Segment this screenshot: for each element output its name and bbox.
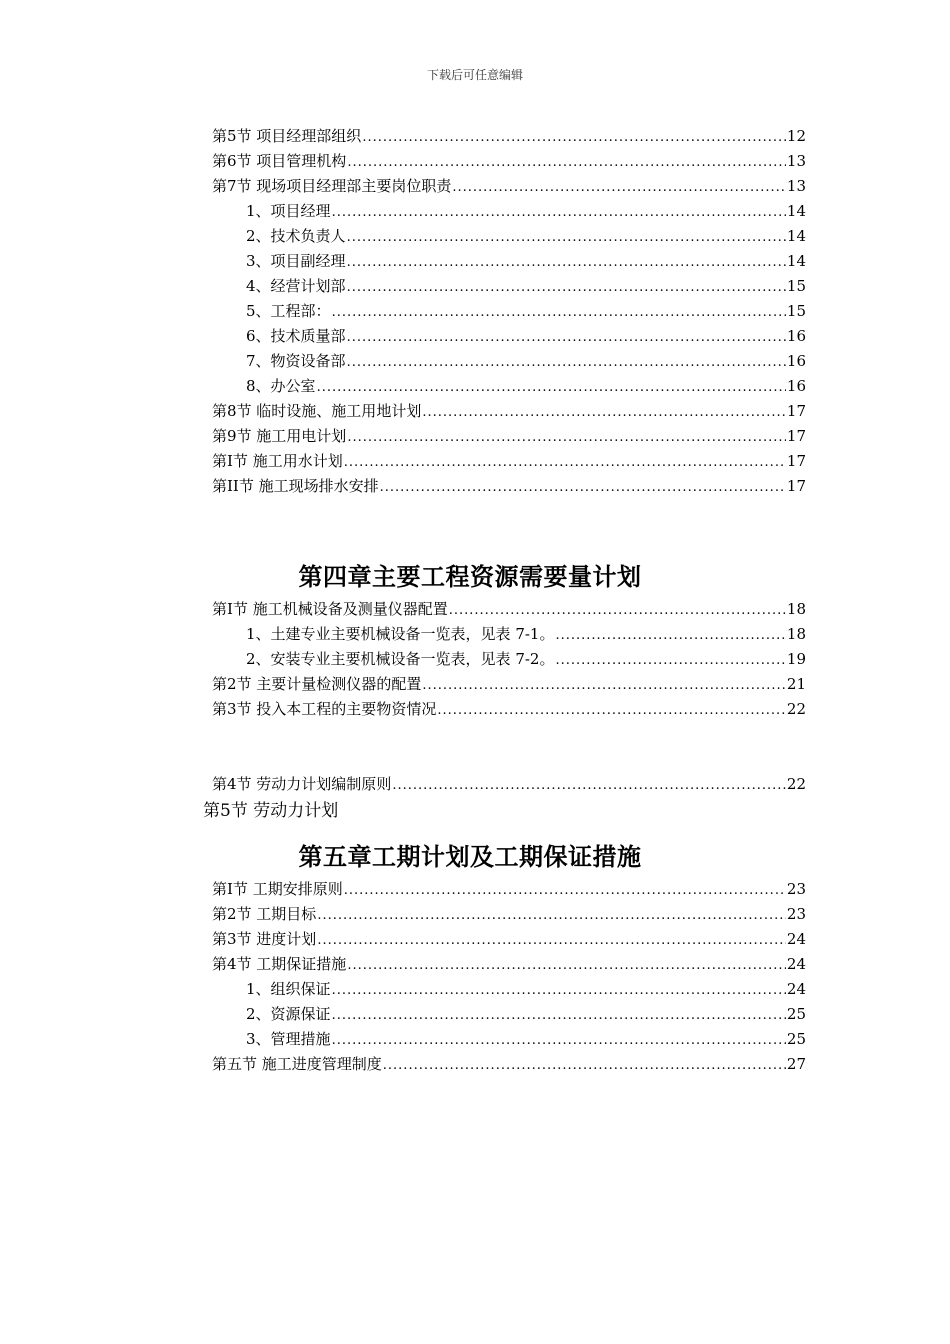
dot-leader <box>332 302 786 324</box>
toc-entry[interactable] <box>212 878 806 900</box>
dot-leader <box>347 227 786 249</box>
toc-subentry[interactable] <box>246 1028 806 1050</box>
dot-leader <box>383 1055 786 1077</box>
toc-entry-label: 第2节 主要计量检测仪器的配置 <box>212 675 422 693</box>
toc-subentry[interactable] <box>246 1003 806 1025</box>
toc-entry[interactable] <box>212 450 806 472</box>
toc-subentry[interactable] <box>246 648 806 670</box>
toc-entry-page: 14 <box>786 202 806 220</box>
toc-entry-label: 经营计划部 <box>270 277 346 295</box>
toc-entry-page: 22 <box>786 700 806 718</box>
dot-leader <box>347 277 786 299</box>
chapter-title: 第五章工期计划及工期保证措施 <box>298 842 642 871</box>
toc-entry-page: 25 <box>786 1030 806 1048</box>
dot-leader <box>347 152 786 174</box>
toc-entry-page: 16 <box>786 377 806 395</box>
toc-subentry[interactable] <box>246 200 806 222</box>
dot-leader <box>344 880 786 902</box>
toc-entry-label: 第五节 施工进度管理制度 <box>212 1055 382 1073</box>
dot-leader <box>332 202 786 224</box>
toc-entry[interactable] <box>212 400 806 422</box>
toc-entry[interactable] <box>212 425 806 447</box>
toc-entry-page: 16 <box>786 327 806 345</box>
dot-leader <box>392 775 786 797</box>
dot-leader <box>347 327 786 349</box>
toc-subentry-number: 2、 <box>246 650 271 668</box>
toc-entry-page: 17 <box>786 427 806 445</box>
toc-entry-label: 第2节 工期目标 <box>212 905 317 923</box>
dot-leader <box>437 700 786 722</box>
toc-subentry-number: 7、 <box>246 352 271 370</box>
toc-entry-page: 18 <box>786 600 806 618</box>
toc-entry[interactable] <box>212 598 806 620</box>
toc-plain-entry[interactable]: 第5节 劳动力计划 <box>203 801 339 821</box>
dot-leader <box>347 352 786 374</box>
toc-entry-label: 第4节 工期保证措施 <box>212 955 347 973</box>
toc-entry-label: 技术负责人 <box>270 227 346 245</box>
toc-entry-label: 第3节 投入本工程的主要物资情况 <box>212 700 437 718</box>
chapter-title: 第四章主要工程资源需要量计划 <box>298 562 642 591</box>
toc-entry[interactable] <box>212 773 806 795</box>
toc-entry-page: 15 <box>786 277 806 295</box>
toc-entry[interactable] <box>212 125 806 147</box>
toc-entry-label: 第I节 施工用水计划 <box>212 452 343 470</box>
toc-entry-label: 第8节 临时设施、施工用地计划 <box>212 402 422 420</box>
toc-entry-label: 办公室 <box>270 377 316 395</box>
toc-entry-page: 15 <box>786 302 806 320</box>
toc-entry-label: 土建专业主要机械设备一览表，见表 7-1。 <box>270 625 555 643</box>
toc-entry-label: 物资设备部 <box>270 352 346 370</box>
dot-leader <box>449 600 786 622</box>
toc-entry-page: 14 <box>786 252 806 270</box>
toc-subentry[interactable] <box>246 325 806 347</box>
toc-entry[interactable] <box>212 903 806 925</box>
toc-entry-page: 24 <box>786 930 806 948</box>
dot-leader <box>332 980 786 1002</box>
toc-subentry-number: 2、 <box>246 227 271 245</box>
toc-entry-label: 第5节 项目经理部组织 <box>212 127 362 145</box>
toc-subentry[interactable] <box>246 300 806 322</box>
dot-leader <box>555 650 785 672</box>
toc-entry-page: 18 <box>786 625 806 643</box>
dot-leader <box>332 1005 786 1027</box>
toc-entry-page: 17 <box>786 402 806 420</box>
dot-leader <box>347 955 786 977</box>
toc-entry[interactable] <box>212 175 806 197</box>
dot-leader <box>317 905 786 927</box>
toc-entry-page: 25 <box>786 1005 806 1023</box>
toc-entry-label: 第4节 劳动力计划编制原则 <box>212 775 392 793</box>
toc-subentry[interactable] <box>246 250 806 272</box>
toc-entry-label: 第6节 项目管理机构 <box>212 152 347 170</box>
page-header: 下载后可任意编辑 <box>426 68 523 82</box>
dot-leader <box>380 477 786 499</box>
dot-leader <box>555 625 785 647</box>
toc-entry[interactable] <box>212 1053 806 1075</box>
toc-subentry[interactable] <box>246 350 806 372</box>
dot-leader <box>422 402 786 424</box>
dot-leader <box>317 377 786 399</box>
toc-entry-page: 23 <box>786 905 806 923</box>
toc-entry-label: 第7节 现场项目经理部主要岗位职责 <box>212 177 452 195</box>
toc-entry[interactable] <box>212 928 806 950</box>
toc-entry-label: 第3节 进度计划 <box>212 930 317 948</box>
toc-entry-label: 管理措施 <box>270 1030 331 1048</box>
toc-entry-label: 项目副经理 <box>270 252 346 270</box>
toc-entry-label: 技术质量部 <box>270 327 346 345</box>
toc-entry-page: 23 <box>786 880 806 898</box>
toc-entry-label: 第I节 施工机械设备及测量仪器配置 <box>212 600 448 618</box>
toc-subentry-number: 6、 <box>246 327 271 345</box>
toc-entry-page: 16 <box>786 352 806 370</box>
toc-subentry-number: 2、 <box>246 1005 271 1023</box>
toc-entry-label: 项目经理 <box>270 202 331 220</box>
toc-entry-page: 13 <box>786 177 806 195</box>
toc-entry-page: 14 <box>786 227 806 245</box>
toc-entry-page: 13 <box>786 152 806 170</box>
toc-entry-label: 组织保证 <box>270 980 331 998</box>
toc-entry-page: 27 <box>786 1055 806 1073</box>
toc-subentry-number: 3、 <box>246 252 271 270</box>
toc-entry-page: 12 <box>786 127 806 145</box>
toc-subentry-number: 5、 <box>246 302 271 320</box>
toc-entry-label: 第II节 施工现场排水安排 <box>212 477 379 495</box>
toc-entry-label: 第I节 工期安排原则 <box>212 880 343 898</box>
toc-entry[interactable] <box>212 698 806 720</box>
dot-leader <box>347 252 786 274</box>
dot-leader <box>422 675 786 697</box>
dot-leader <box>362 127 786 149</box>
toc-subentry-number: 8、 <box>246 377 271 395</box>
toc-entry-page: 21 <box>786 675 806 693</box>
toc-entry-label: 资源保证 <box>270 1005 331 1023</box>
toc-subentry[interactable] <box>246 375 806 397</box>
dot-leader <box>452 177 786 199</box>
toc-subentry[interactable] <box>246 623 806 645</box>
toc-subentry-number: 1、 <box>246 980 271 998</box>
toc-entry[interactable] <box>212 953 806 975</box>
toc-entry[interactable] <box>212 150 806 172</box>
toc-entry-page: 22 <box>786 775 806 793</box>
dot-leader <box>332 1030 786 1052</box>
toc-entry-page: 24 <box>786 980 806 998</box>
dot-leader <box>344 452 786 474</box>
toc-subentry[interactable] <box>246 275 806 297</box>
toc-entry-label: 工程部： <box>270 302 331 320</box>
toc-subentry-number: 1、 <box>246 625 271 643</box>
dot-leader <box>347 427 786 449</box>
toc-entry-label: 第9节 施工用电计划 <box>212 427 347 445</box>
toc-subentry[interactable] <box>246 978 806 1000</box>
toc-subentry[interactable] <box>246 225 806 247</box>
toc-entry-page: 24 <box>786 955 806 973</box>
toc-subentry-number: 3、 <box>246 1030 271 1048</box>
toc-entry[interactable] <box>212 673 806 695</box>
toc-entry-page: 17 <box>786 477 806 495</box>
toc-entry-page: 17 <box>786 452 806 470</box>
toc-entry[interactable] <box>212 475 806 497</box>
toc-entry-page: 19 <box>786 650 806 668</box>
toc-subentry-number: 1、 <box>246 202 271 220</box>
dot-leader <box>317 930 786 952</box>
toc-entry-label: 安装专业主要机械设备一览表，见表 7-2。 <box>270 650 555 668</box>
toc-subentry-number: 4、 <box>246 277 271 295</box>
